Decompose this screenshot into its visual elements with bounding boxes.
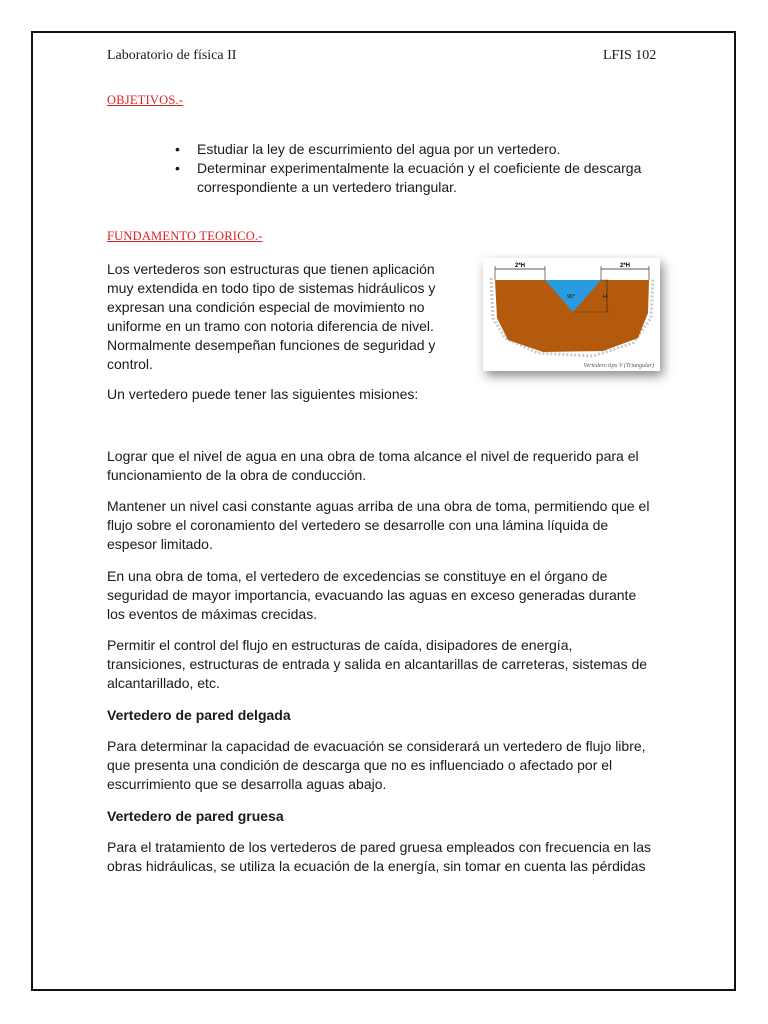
mission-paragraph: Lograr que el nivel de agua en una obra de toma alcance el nivel de requerido para el funcionamiento de la obra de conducción.: [107, 448, 639, 483]
triangular-weir-diagram: [483, 258, 660, 371]
figure-caption: Vertedero tipo V (Triangular): [583, 363, 654, 369]
objetivos-list: [175, 140, 655, 197]
dim-label-left: 2*H: [515, 263, 526, 269]
angle-label: 90°: [567, 294, 576, 300]
missions-intro: Un vertedero puede tener las siguientes misiones:: [107, 386, 419, 402]
thin-wall-title: Vertedero de pared delgada: [107, 707, 291, 723]
thick-wall-title: Vertedero de pared gruesa: [107, 808, 284, 824]
dim-label-right: 2*H: [620, 263, 631, 269]
fundamento-intro: Los vertederos son estructuras que tienen aplicación muy extendida en todo tipo de sistemas hidráulicos y expresan una condición especial de movimiento no uniforme en un tramo con notoria diferencia de nivel. Normalmente desempeñan funciones de seguridad y control.: [107, 261, 436, 372]
fundamento-heading: FUNDAMENTO TEORICO.-: [107, 229, 263, 243]
mission-paragraph: Mantener un nivel casi constante aguas arriba de una obra de toma, permitiendo que el flujo sobre el coronamiento del vertedero se desarrolle con una lámina líquida de espesor limitado.: [107, 498, 650, 552]
header-course-code: LFIS 102: [603, 48, 657, 63]
mission-paragraph: En una obra de toma, el vertedero de excedencias se constituye en el órgano de seguridad de mayor importancia, evacuando las aguas en exceso generadas durante los eventos de máximas crecidas.: [107, 568, 637, 622]
height-label: H: [603, 294, 607, 300]
thin-wall-text: Para determinar la capacidad de evacuación se considerará un vertedero de flujo libre, que presenta una condición de descarga que no es influenciado o afectado por el escurrimiento que se desarrolla aguas abajo.: [107, 738, 646, 792]
objetivos-heading: OBJETIVOS.-: [107, 93, 184, 107]
mission-paragraph: Permitir el control del flujo en estructuras de caída, disipadores de energía, transiciones, estructuras de entrada y salida en alcantarillas de carreteras, sistemas de alcantarillado, etc.: [107, 637, 648, 691]
objetivo-item: • Determinar experimentalmente la ecuación y el coeficiente de descarga correspondiente a un vertedero triangular.: [175, 159, 655, 197]
thick-wall-text: Para el tratamiento de los vertederos de pared gruesa empleados con frecuencia en las obras hidráulicas, se utiliza la ecuación de la energía, sin tomar en cuenta las pérdidas: [107, 839, 651, 874]
weir-diagram-figure: [483, 258, 660, 371]
header-course-title: Laboratorio de física II: [107, 48, 237, 63]
objetivo-item: • Estudiar la ley de escurrimiento del agua por un vertedero.: [175, 140, 655, 159]
